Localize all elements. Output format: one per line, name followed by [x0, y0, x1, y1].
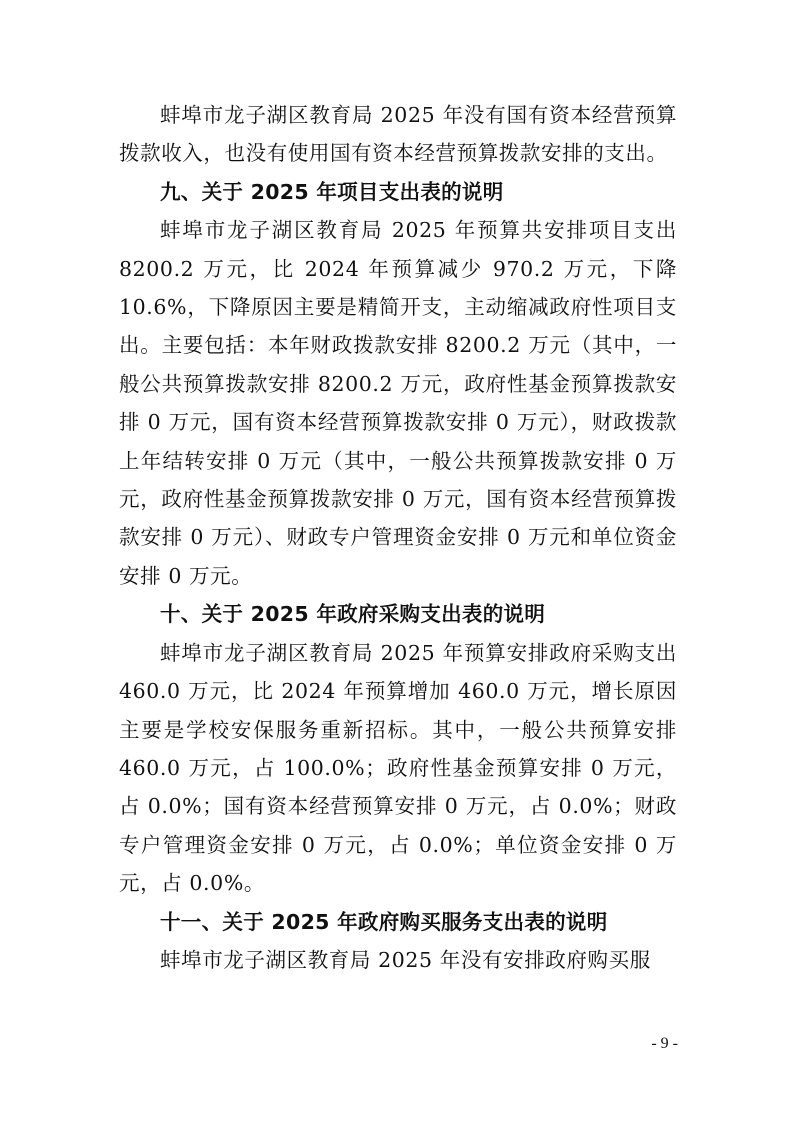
paragraph-purchased-services: 蚌埠市龙子湖区教育局 2025 年没有安排政府购买服 [160, 947, 651, 972]
paragraph-government-procurement: 蚌埠市龙子湖区教育局 2025 年预算安排政府采购支出 460.0 万元，比 2024 年预算增加 460.0 万元，增长原因主要是学校安保服务重新招标。其中，一般公共预算安排 460.0 万元，占 100.0%；政府性基金预算安排 0 万元，占 0.0%；国有资本经营预算安排 0 万元，占 0.0%；财政专户管理资金安排 0 万元，占 0.0%；单位资金安排 0 万元，占 0.0%。 [119, 640, 677, 896]
section-heading-government-procurement: 十、关于 2025 年政府采购支出表的说明 [160, 602, 546, 627]
section-heading-project-expenditure: 九、关于 2025 年项目支出表的说明 [160, 179, 504, 204]
paragraph-state-capital-budget: 蚌埠市龙子湖区教育局 2025 年没有国有资本经营预算拨款收入，也没有使用国有资本经营预算拨款安排的支出。 [119, 103, 677, 166]
page-number: - 9 - [651, 1035, 678, 1052]
paragraph-project-expenditure: 蚌埠市龙子湖区教育局 2025 年预算共安排项目支出 8200.2 万元，比 2024 年预算减少 970.2 万元，下降 10.6%，下降原因主要是精简开支，主动缩减政府性项目支出。主要包括：本年财政拨款安排 8200.2 万元（其中，一般公共预算拨款安排 8200.2 万元，政府性基金预算拨款安排 0 万元，国有资本经营预算拨款安排 0 万元），财政拨款上年结转安排 0 万元（其中，一般公共预算拨款安排 0 万元，政府性基金预算拨款安排 0 万元，国有资本经营预算拨款安排 0 万元）、财政专户管理资金安排 0 万元和单位资金安排 0 万元。 [119, 218, 677, 588]
section-heading-purchased-services: 十一、关于 2025 年政府购买服务支出表的说明 [160, 909, 608, 934]
document-body [119, 96, 677, 979]
